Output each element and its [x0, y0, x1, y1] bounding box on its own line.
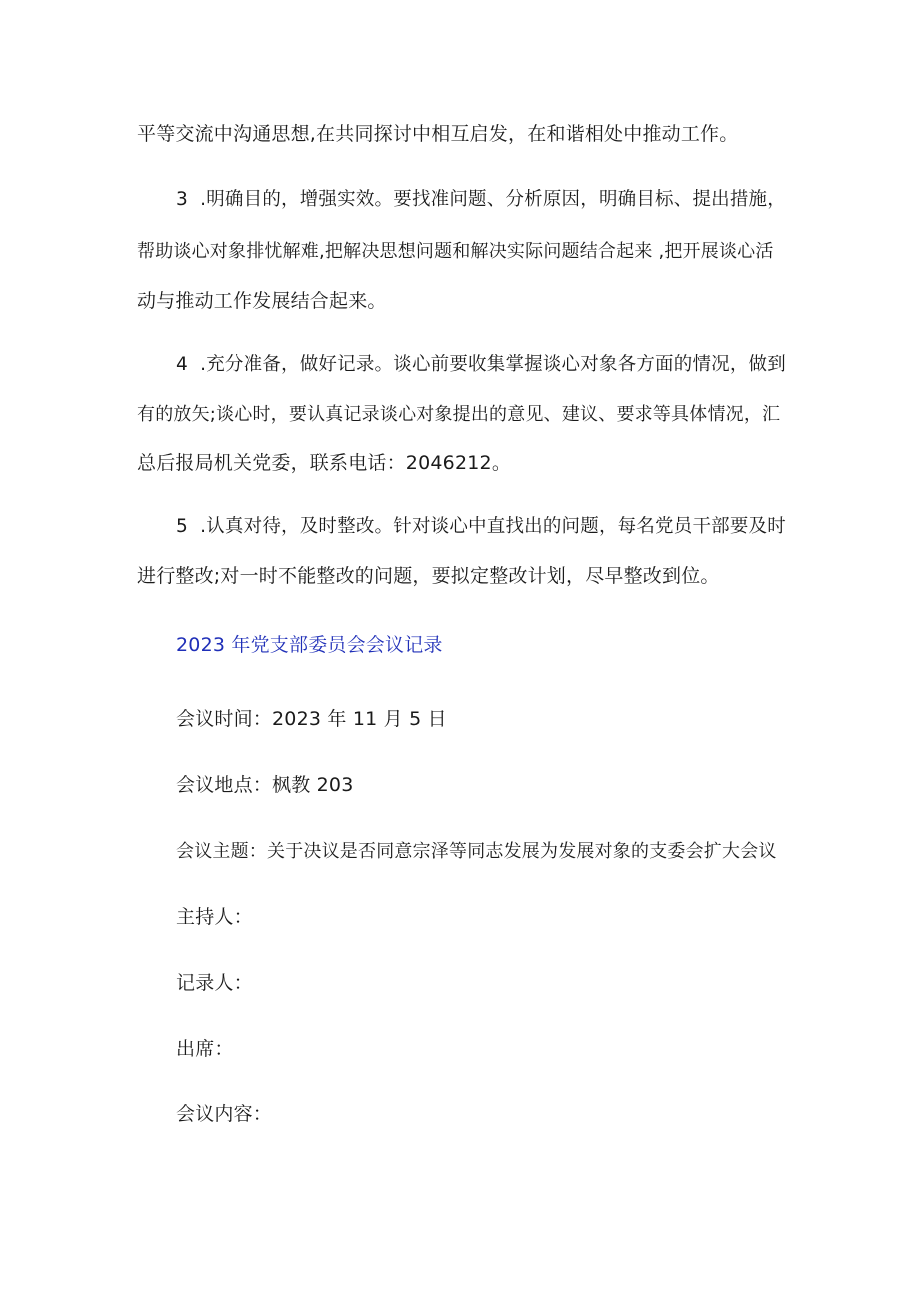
item5-line-1: [176, 516, 787, 538]
intro-tail-line: 平等交流中沟通思想,在共同探讨中相互启发，在和谐相处中推动工作。: [137, 123, 739, 145]
item5-text-1: .认真对待，及时整改。针对谈心中直找出的问题，每名党员干部要及时: [200, 516, 786, 537]
item3-line-1: [176, 189, 787, 211]
item4-line-1: [176, 354, 787, 376]
item4-number: 4: [176, 354, 188, 375]
minutes-content: 会议内容：: [176, 1103, 273, 1125]
minutes-title: 2023 年党支部委员会会议记录: [176, 634, 443, 656]
item3-line-2: 帮助谈心对象排忧解难,把解决思想问题和解决实际问题结合起来 ,把开展谈心活: [137, 241, 774, 262]
item4-line-3: 总后报局机关党委，联系电话：2046212。: [137, 452, 512, 474]
item3-line-3: 动与推动工作发展结合起来。: [137, 290, 387, 312]
minutes-place: 会议地点：枫教 203: [176, 774, 354, 796]
item4-line-2: 有的放矢;谈心时，要认真记录谈心对象提出的意见、建议、要求等具体情况，汇: [137, 404, 781, 425]
item5-line-2: 进行整改;对一时不能整改的问题，要拟定整改计划，尽早整改到位。: [137, 565, 720, 587]
minutes-topic: 会议主题：关于决议是否同意宗泽等同志发展为发展对象的支委会扩大会议: [176, 841, 777, 862]
item3-text-1: .明确目的，增强实效。要找准问题、分析原因，明确目标、提出措施，: [200, 189, 786, 210]
item3-number: 3: [176, 189, 188, 210]
item4-text-1: .充分准备，做好记录。谈心前要收集掌握谈心对象各方面的情况，做到: [200, 354, 786, 375]
minutes-time: 会议时间：2023 年 11 月 5 日: [176, 708, 447, 730]
minutes-recorder: 记录人：: [176, 972, 253, 994]
item5-number: 5: [176, 516, 188, 537]
minutes-host: 主持人：: [176, 906, 253, 928]
minutes-attendance: 出席：: [176, 1038, 234, 1060]
